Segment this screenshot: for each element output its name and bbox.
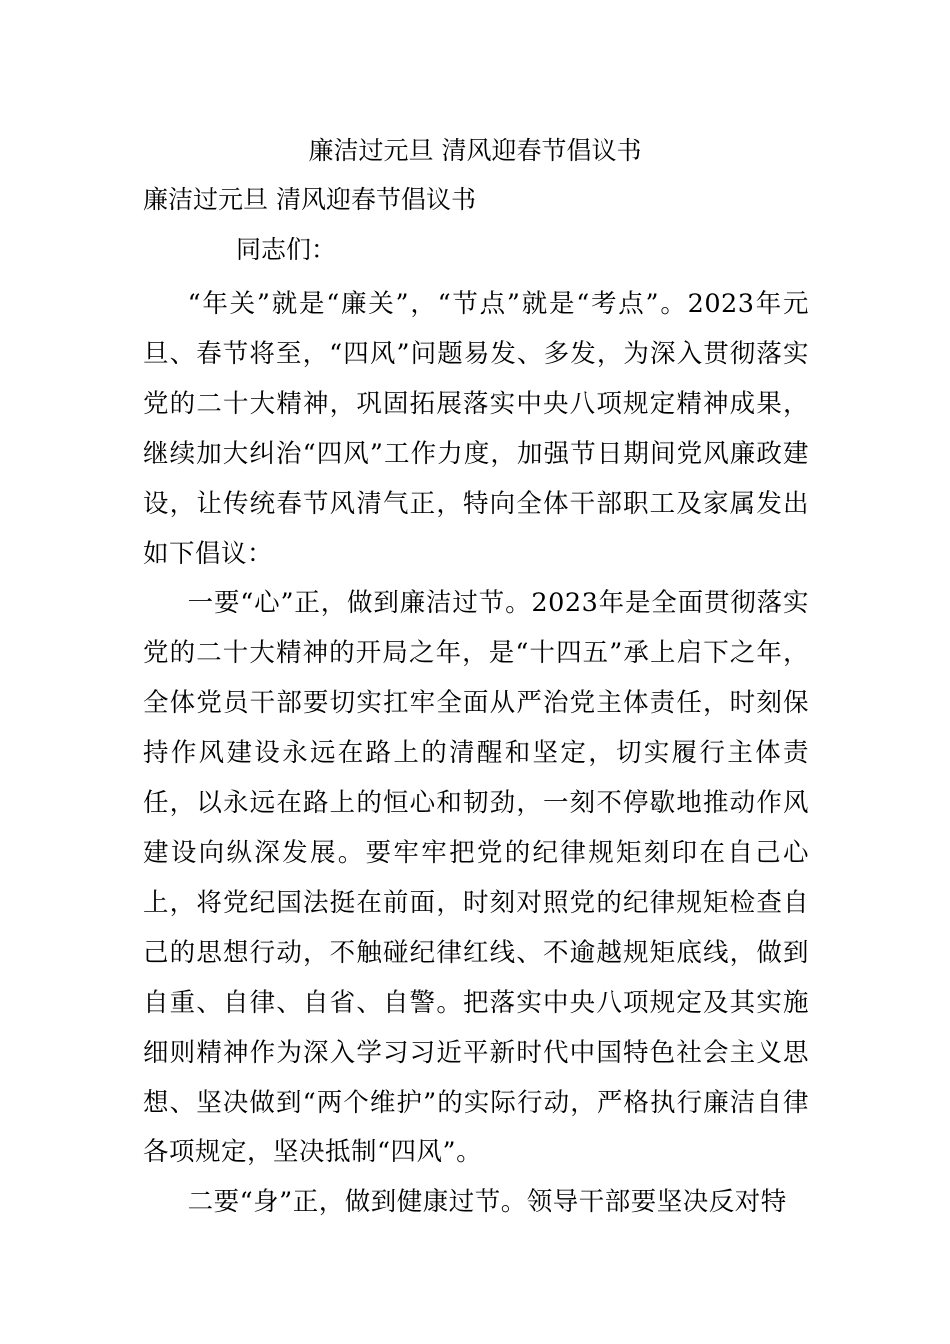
document-title: 廉洁过元旦 清风迎春节倡议书	[308, 136, 642, 165]
paragraph-point-one: 一要“心”正，做到廉洁过节。2023年是全面贯彻落实党的二十大精神的开局之年，是“十四五”承上启下之年，全体党员干部要切实扛牢全面从严治党主体责任，时刻保持作风建设永远在路上的清醒和坚定，切实履行主体责任，以永远在路上的恒心和韧劲，一刻不停歇地推动作风建设向纵深发展。要牢牢把党的纪律规矩刻印在自己心上，将党纪国法挺在前面，时刻对照党的纪律规矩检查自己的思想行动，不触碰纪律红线、不逾越规矩底线，做到自重、自律、自省、自警。把落实中央八项规定及其实施细则精神作为深入学习习近平新时代中国特色社会主义思想、坚决做到“两个维护”的实际行动，严格执行廉洁自律各项规定，坚决抵制“四风”。	[143, 588, 809, 1168]
paragraph-point-two: 二要“身”正，做到健康过节。领导干部要坚决反对特	[187, 1187, 787, 1218]
paragraph-intro: “年关”就是“廉关”，“节点”就是“考点”。2023年元旦、春节将至，“四风”问题易发、多发，为深入贯彻落实党的二十大精神，巩固拓展落实中央八项规定精神成果，继续加大纠治“四风”工作力度，加强节日期间党风廉政建设，让传统春节风清气正，特向全体干部职工及家属发出如下倡议：	[143, 289, 809, 569]
document-body	[143, 280, 809, 1228]
document-subtitle: 廉洁过元旦 清风迎春节倡议书	[143, 185, 476, 214]
salutation: 同志们：	[236, 235, 337, 264]
